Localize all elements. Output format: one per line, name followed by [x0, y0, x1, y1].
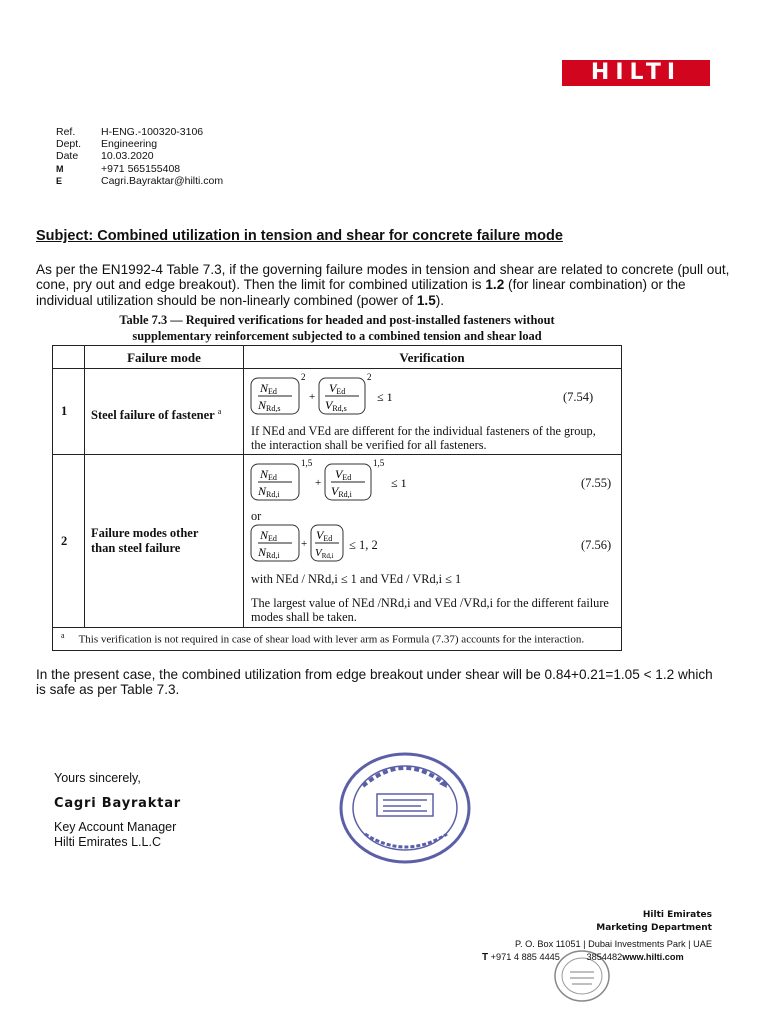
table-divider	[53, 454, 621, 455]
table-divider	[84, 346, 85, 627]
svg-text:VRd,i: VRd,i	[315, 547, 334, 560]
ref-row	[56, 138, 223, 150]
svg-text:VEd: VEd	[316, 528, 333, 543]
row-number: 2	[61, 534, 68, 548]
ref-value: 10.03.2020	[101, 150, 154, 163]
svg-text:NEd: NEd	[260, 381, 277, 396]
equation-number: (7.55)	[581, 476, 612, 490]
table-divider	[53, 368, 621, 369]
footnote-marker: a	[61, 631, 65, 640]
ref-row	[56, 163, 223, 175]
svg-text:VRd,i: VRd,i	[331, 484, 352, 499]
caption-line: supplementary reinforcement subjected to a combined tension and shear load	[132, 329, 542, 343]
intro-text: As per the EN1992-4 Table 7.3, if the governing failure modes in tension and shear are related to concrete (pull out, cone, pry out and edge breakout). Then the limit for combined utilization is	[36, 262, 730, 293]
svg-text:≤ 1: ≤ 1	[377, 390, 393, 404]
subject-line: Subject: Combined utilization in tension and shear for concrete failure mode	[36, 228, 563, 244]
table-caption	[52, 312, 622, 344]
tel-number: +971 4 885 4445	[490, 952, 560, 962]
equation-7-55	[249, 456, 419, 504]
svg-text:+: +	[301, 538, 308, 550]
svg-text:1,5: 1,5	[301, 458, 313, 468]
signatory-details	[54, 820, 176, 849]
svg-text:NRd,i: NRd,i	[258, 545, 280, 560]
closing-salutation: Yours sincerely,	[54, 771, 141, 785]
svg-text:≤ 1: ≤ 1	[391, 476, 407, 490]
row-note: If NEd and VEd are different for the individual fasteners of the group, the interaction shall be verified for all fasteners.	[251, 424, 596, 452]
header-verification: Verification	[399, 350, 465, 365]
ref-row	[56, 126, 223, 138]
hilti-logo	[562, 60, 710, 86]
ref-row	[56, 175, 223, 187]
company-stamp-icon	[335, 748, 475, 868]
svg-text:VEd: VEd	[329, 381, 346, 396]
svg-text:+: +	[309, 391, 316, 403]
table-divider	[243, 346, 244, 627]
signatory-name: Cagri Bayraktar	[54, 796, 181, 811]
reference-block	[56, 126, 223, 187]
ref-value: Engineering	[101, 138, 158, 151]
conclusion-paragraph: In the present case, the combined utilization from edge breakout under shear will be 0.84+0.21=1.05 < 1.2 which is safe as per Table 7.3.	[36, 667, 713, 698]
row-failure-mode	[91, 526, 198, 556]
signatory-company: Hilti Emirates L.L.C	[54, 834, 161, 849]
ref-key: Dept.	[56, 138, 82, 151]
ref-key: Ref.	[56, 126, 76, 138]
ref-value: H-ENG.-100320-3106	[101, 126, 204, 138]
ref-key: Date	[56, 150, 79, 163]
tel-label: T	[482, 952, 489, 963]
svg-text:+: +	[315, 477, 322, 489]
footer-address: P. O. Box 11051 | Dubai Investments Park | UAE	[515, 939, 712, 949]
ref-row	[56, 150, 223, 162]
svg-text:NRd,i: NRd,i	[258, 484, 280, 499]
or-label: or	[251, 509, 262, 523]
power-value: 1.5	[416, 292, 436, 308]
svg-text:NEd: NEd	[260, 528, 277, 543]
svg-text:VEd: VEd	[335, 467, 352, 482]
table-footnote	[61, 629, 617, 647]
verification-table	[52, 345, 622, 651]
row-number: 1	[61, 404, 68, 418]
ref-value: +971 565155408	[101, 162, 181, 175]
footer-company	[596, 909, 712, 935]
logo-text: HILTI	[590, 60, 682, 85]
intro-paragraph	[36, 262, 736, 308]
svg-text:2: 2	[301, 372, 306, 382]
svg-text:2: 2	[367, 372, 372, 382]
svg-text:NRd,s: NRd,s	[258, 398, 281, 413]
footnote-marker: a	[217, 407, 222, 416]
svg-text:VRd,s: VRd,s	[325, 398, 347, 413]
row-failure-mode	[91, 404, 221, 423]
equation-7-56	[249, 522, 345, 564]
linear-limit: ≤ 1, 2	[349, 538, 378, 552]
ref-value: Cagri.Bayraktar@hilti.com	[101, 174, 224, 187]
header-failure-mode: Failure mode	[127, 350, 201, 365]
equation-number: (7.56)	[581, 538, 612, 552]
intro-text: ).	[435, 292, 445, 308]
equation-7-54	[249, 372, 419, 418]
table-divider	[53, 627, 621, 628]
row-note: The largest value of NEd /NRd,i and VEd /VRd,i for the different failure modes shall be taken.	[251, 596, 609, 624]
mode-label: than steel failure	[91, 541, 181, 555]
ref-key: M	[56, 163, 64, 174]
svg-text:NEd: NEd	[260, 467, 277, 482]
with-condition: with NEd / NRd,i ≤ 1 and VEd / VRd,i ≤ 1	[251, 572, 462, 586]
svg-text:1,5: 1,5	[373, 458, 385, 468]
footnote-text: This verification is not required in case of shear load with lever arm as Formula (7.37) accounts for the interaction.	[78, 633, 585, 646]
ref-key: E	[56, 175, 63, 186]
limit-linear: 1.2	[485, 277, 505, 293]
fax-number: 3854482	[586, 952, 623, 962]
footer-contact	[482, 952, 684, 963]
intro-text: (for linear combination) or the individual utilization should be non-linearly combined (power of	[36, 277, 686, 308]
mode-label: Steel failure of fastener	[91, 408, 215, 423]
caption-line: Table 7.3 — Required verifications for headed and post-installed fasteners without	[119, 313, 555, 327]
equation-number: (7.54)	[563, 390, 594, 404]
footer-department: Marketing Department	[596, 923, 712, 933]
signatory-position: Key Account Manager	[54, 820, 177, 834]
mode-label: Failure modes other	[91, 526, 199, 540]
footer-company-name: Hilti Emirates	[642, 910, 712, 920]
website-link[interactable]: www.hilti.com	[622, 952, 684, 962]
